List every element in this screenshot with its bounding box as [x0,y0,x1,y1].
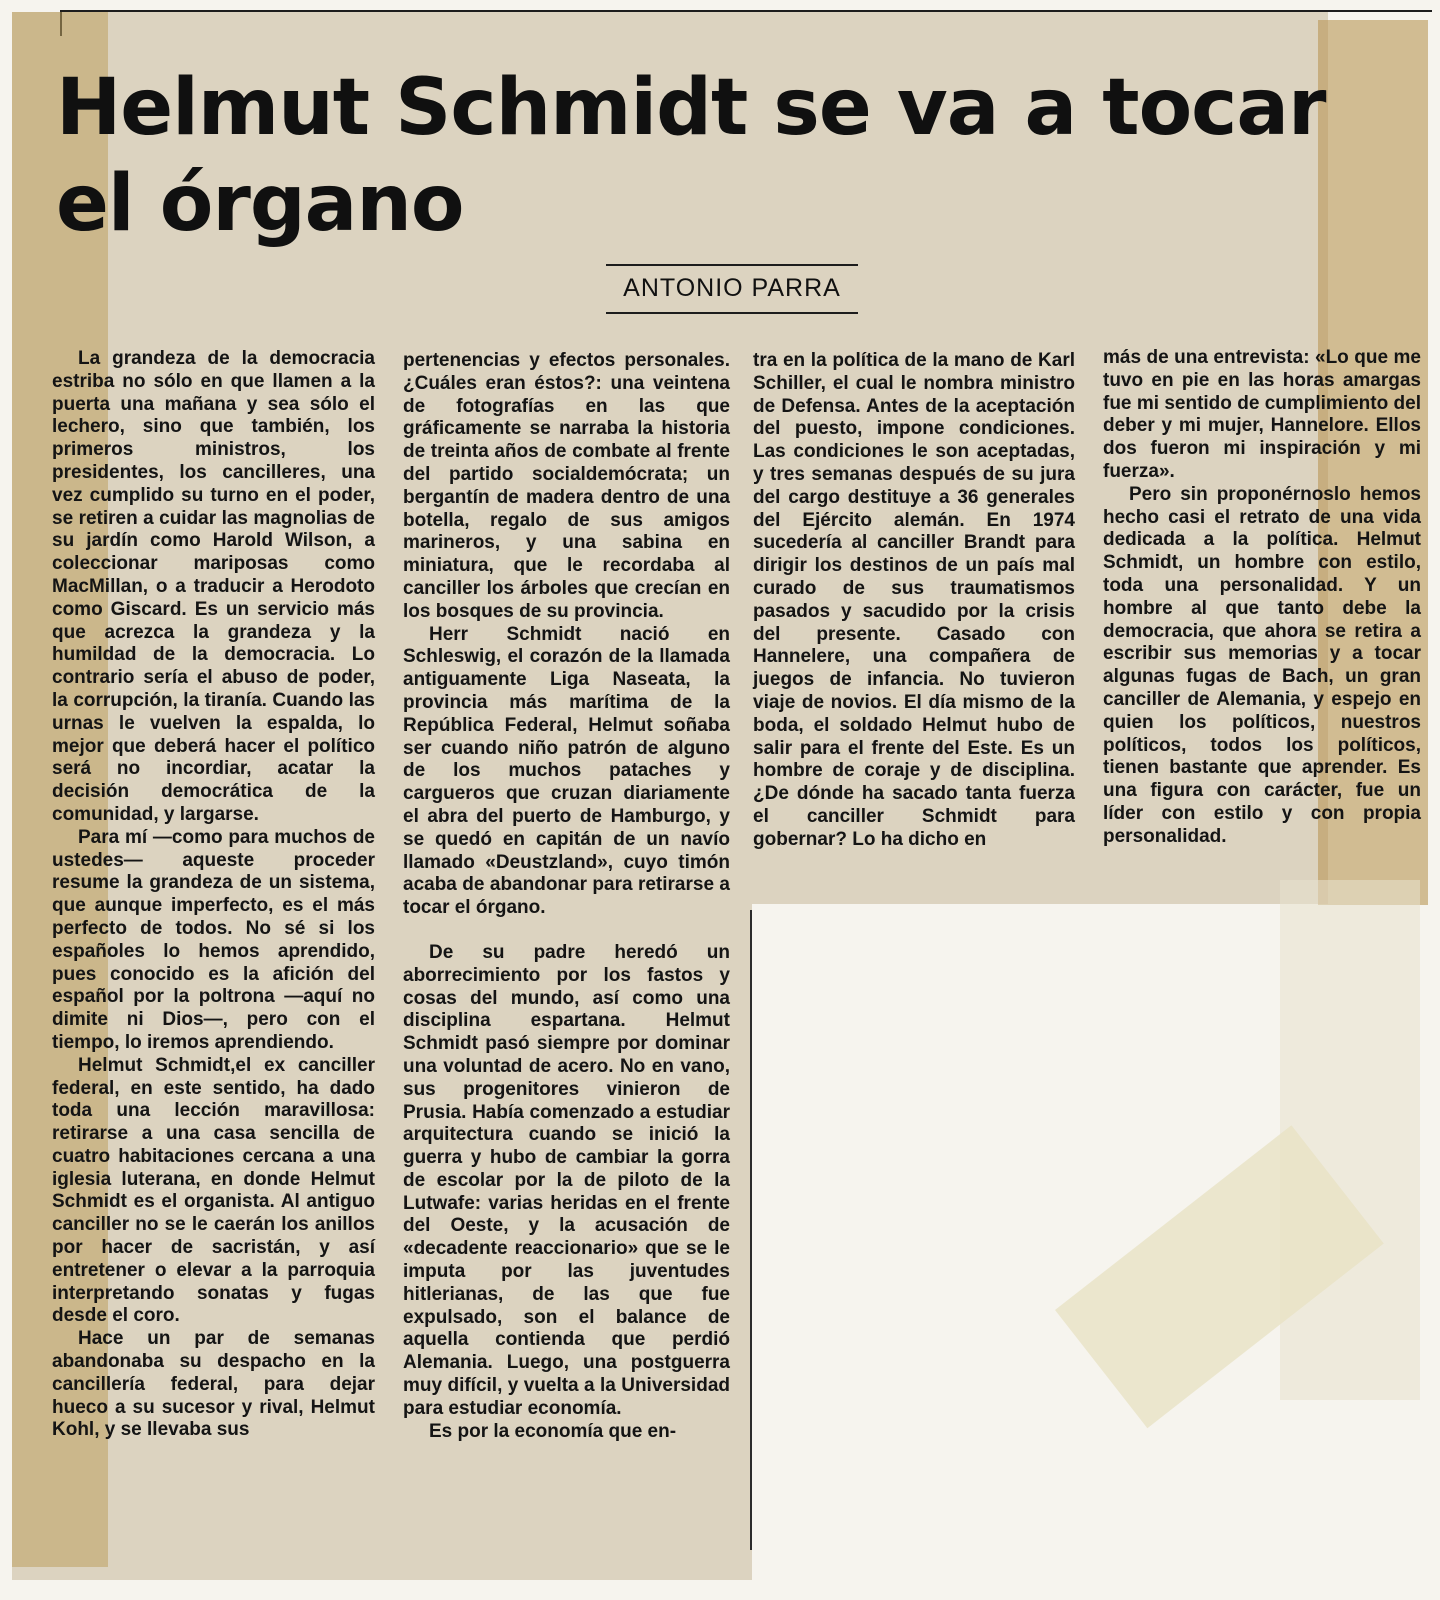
paragraph: más de una entrevista: «Lo que me tuvo en pie en las horas amargas fue mi sentido de cumplimiento del deber y mi mujer, Hannelore. Ellos dos fueron mi inspiración y mi fuerza». [1103,347,1421,482]
paragraph: Para mí —como para muchos de ustedes— aqueste proceder resume la grandeza de un sistema, que aunque imperfecto, es el más perfecto de todos. No sé si los españoles lo hemos aprendido, pues conocido es la afición del español por la poltrona —aquí no dimite ni Dios—, pero con el tiempo, lo iremos aprendiendo. [52,826,375,1053]
byline: ANTONIO PARRA [606,264,858,314]
paragraph: Herr Schmidt nació en Schleswig, el corazón de la llamada antiguamente Liga Naseata, la provincia más marítima de la República Federal, Helmut soñaba ser cuando niño patrón de alguno de los muchos pataches y cargueros que cruzan diariamente el abra del puerto de Hamburgo, y se quedó en capitán de un navío llamado «Deustzland», cuyo timón acaba de abandonar para retirarse a tocar el órgano. [403,623,730,919]
top-rule [60,10,1432,36]
paragraph: Helmut Schmidt,el ex canciller federal, en este sentido, ha dado toda una lección maravillosa: retirarse a una casa sencilla de cuatro habitaciones cercana a una iglesia luterana, en donde Helmut Schmidt es el organista. Al antiguo canciller no se le caerán los anillos por hacer de sacristán, y así entretener o elevar a la parroquia interpretando sonatas y fugas desde el coro. [52,1054,375,1327]
article-column-1 [52,348,375,1442]
headline: Helmut Schmidt se va a tocar el órgano [56,63,1326,249]
paragraph: pertenencias y efectos personales. ¿Cuáles eran éstos?: una veintena de fotografías en las que gráficamente se narraba la historia de treinta años de combate al frente del partido socialdemócrata; un bergantín de madera dentro de una botella, regalo de sus amigos marineros, y una sabina en miniatura, que le recordaba al canciller los árboles que crecían en los bosques de su provincia. [403,350,730,622]
paragraph: tra en la política de la mano de Karl Schiller, el cual le nombra ministro de Defensa. Antes de la aceptación del puesto, impone condiciones. Las condiciones le son aceptadas, y tres semanas después de su jura del cargo destituye a 36 generales del Ejército alemán. En 1974 sucedería al canciller Brandt para dirigir los destinos de un país mal curado de sus traumatismos pasados y sacudido por la crisis del presente. Casado con Hannelere, una compañera de juegos de infancia. No tuvieron viaje de novios. El día mismo de la boda, el soldado Helmut hubo de salir para el frente del Este. Es un hombre de coraje y de disciplina. ¿De dónde ha sacado tanta fuerza el canciller Schmidt para gobernar? Lo ha dicho en [753,350,1075,850]
paragraph: Es por la economía que en- [429,1420,677,1442]
paragraph: La grandeza de la democracia estriba no sólo en que llamen a la puerta una mañana y sea sólo el lechero, sino que también, los primeros ministros, los presidentes, los cancilleres, una vez cumplido su turno en el poder, se retiren a cuidar las magnolias de su jardín como Harold Wilson, a coleccionar mariposas como MacMillan, o a traducir a Herodoto como Giscard. Es un servicio más que acrezca la grandeza y la humildad de la democracia. Lo contrario sería el abuso de poder, la corrupción, la tiranía. Cuando las urnas le vuelven la espalda, lo mejor que deberá hacer el político será no incordiar, acatar la decisión democrática de la comunidad, y largarse. [52,348,375,825]
paragraph: Pero sin proponérnoslo hemos hecho casi el retrato de una vida dedicada a la política. Helmut Schmidt, un hombre con estilo, toda una personalidad. Y un hombre al que tanto debe la democracia, que ahora se retira a escribir sus memorias y a tocar algunas fugas de Bach, un gran canciller de Alemania, y espejo en quien los políticos, nuestros políticos, todos los políticos, tienen bastante que aprender. Es una figura con carácter, fue un líder con estilo y con propia personalidad. [1103,483,1421,847]
article-column-3 [753,350,1075,852]
paragraph: De su padre heredó un aborrecimiento por los fastos y cosas del mundo, así como una disciplina espartana. Helmut Schmidt pasó siempre por dominar una voluntad de acero. No en vano, sus progenitores vinieron de Prusia. Había comenzado a estudiar arquitectura cuando se inició la guerra y hubo de cambiar la gorra de escolar por la de piloto de la Lutwafe: varias heridas en el frente del Oeste, y la acusación de «decadente reaccionario» que se le imputa por las juventudes hitlerianas, de las que fue expulsado, son el balance de aquella contienda que perdió Alemania. Luego, una postguerra muy difícil, y vuelta a la Universidad para estudiar economía. [403,941,730,1419]
article-column-2 [403,350,730,1443]
article-column-4 [1103,347,1421,849]
paragraph: Hace un par de semanas abandonaba su despacho en la cancillería federal, para dejar hueco a su sucesor y rival, Helmut Kohl, y se llevaba sus [52,1328,375,1441]
